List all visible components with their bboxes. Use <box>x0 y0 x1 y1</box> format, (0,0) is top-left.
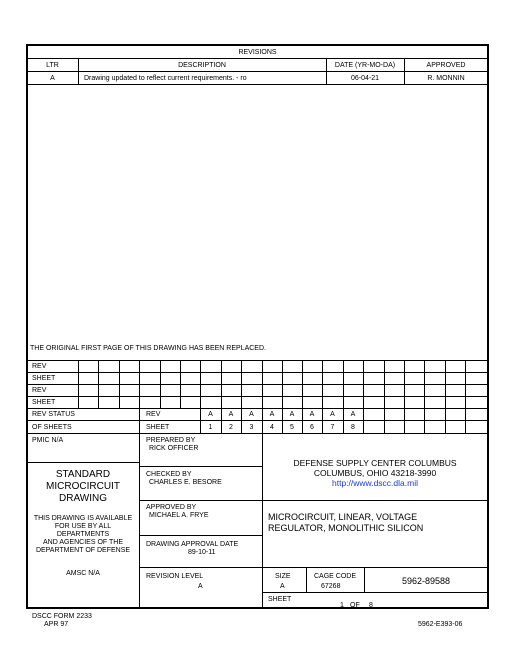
rev-label: REV <box>32 363 47 370</box>
availability-line: DEPARTMENT OF DEFENSE <box>35 547 131 554</box>
divider <box>27 396 488 397</box>
divider <box>139 466 262 467</box>
amsc: AMSC N/A <box>66 570 100 577</box>
size-value: A <box>280 583 285 590</box>
prepared-by: RICK OFFICER <box>149 445 199 452</box>
replaced-note: THE ORIGINAL FIRST PAGE OF THIS DRAWING HAS BEEN REPLACED. <box>30 345 266 352</box>
divider <box>27 384 488 385</box>
divider <box>465 360 466 433</box>
sheet-number: 1 <box>340 602 344 609</box>
approval-date: 89-10-11 <box>188 549 216 556</box>
cage-code-value: 67268 <box>321 583 341 590</box>
of-sheets-label: OF SHEETS <box>32 424 72 431</box>
divider <box>119 360 120 408</box>
form-number: DSCC FORM 2233 <box>32 613 92 620</box>
standard-line: STANDARD <box>55 469 111 480</box>
agency-url-link[interactable]: http://www.dscc.dla.mil <box>332 478 418 488</box>
sheet-cell: 6 <box>310 424 314 431</box>
form-code: 5962-E393-06 <box>418 621 463 628</box>
divider <box>384 360 385 433</box>
sheet-cell: 2 <box>229 424 233 431</box>
prepared-by-label: PREPARED BY <box>146 437 196 444</box>
rev-cell: A <box>309 411 315 418</box>
divider <box>27 71 488 72</box>
of-label: OF <box>350 602 360 609</box>
divider <box>404 360 405 433</box>
divider <box>262 592 488 593</box>
col-header-description: DESCRIPTION <box>178 62 226 69</box>
sheet-label: SHEET <box>268 596 292 603</box>
sheet-inner-label: SHEET <box>146 424 170 431</box>
sheet-cell: 1 <box>208 424 213 431</box>
sheet-cell: 5 <box>290 424 294 431</box>
sheet-cell: 8 <box>351 424 355 431</box>
rev-cell: A <box>350 411 356 418</box>
divider <box>27 420 488 421</box>
divider <box>27 408 488 409</box>
divider <box>445 360 446 433</box>
agency-name: DEFENSE SUPPLY CENTER COLUMBUS <box>293 458 457 468</box>
divider <box>180 360 181 408</box>
col-header-date: DATE (YR-MO-DA) <box>334 62 396 69</box>
standard-line: DRAWING <box>59 493 107 504</box>
divider <box>139 360 140 433</box>
divider <box>306 567 307 592</box>
rev-cell: A <box>228 411 234 418</box>
divider <box>262 500 488 501</box>
revision-level-label: REVISION LEVEL <box>146 573 204 580</box>
availability-line: AND AGENCIES OF THE <box>43 539 123 546</box>
form-date: APR 97 <box>44 621 69 628</box>
revision-ltr: A <box>50 75 55 82</box>
drawing-number: 5962-89588 <box>401 576 451 586</box>
availability-line: THIS DRAWING IS AVAILABLE <box>33 515 133 522</box>
pmic: PMIC N/A <box>32 437 64 444</box>
revision-approved: R. MONNIN <box>427 75 465 82</box>
rev-cell: A <box>289 411 295 418</box>
divider <box>27 360 488 361</box>
revision-date: 06-04-21 <box>350 75 380 82</box>
divider <box>424 360 425 433</box>
rev-cell: A <box>249 411 254 418</box>
cage-code-label: CAGE CODE <box>314 573 357 580</box>
revision-level: A <box>198 583 203 590</box>
standard-line: MICROCIRCUIT <box>46 481 120 492</box>
divider <box>139 433 140 609</box>
rev-label: REV <box>32 387 47 394</box>
availability-line: DEPARTMENTS <box>56 531 110 538</box>
rev-inner-label: REV <box>146 411 161 418</box>
divider <box>27 372 488 373</box>
divider <box>363 360 364 433</box>
revision-description: Drawing updated to reflect current requirements. - ro <box>84 75 247 82</box>
divider <box>27 58 488 59</box>
rev-cell: A <box>330 411 335 418</box>
checked-by: CHARLES E. BESORE <box>149 479 222 486</box>
rev-cell: A <box>269 411 275 418</box>
sheet-cell: 4 <box>270 424 274 431</box>
size-label: SIZE <box>275 573 291 580</box>
sheet-cell: 3 <box>249 424 254 431</box>
sheet-label: SHEET <box>32 375 56 382</box>
divider <box>27 433 488 434</box>
divider <box>27 462 139 463</box>
checked-by-label: CHECKED BY <box>146 471 192 478</box>
sheet-label: SHEET <box>32 399 56 406</box>
rev-cell: A <box>208 411 213 418</box>
revisions-title: REVISIONS <box>238 49 277 56</box>
sheet-total: 8 <box>369 602 373 609</box>
divider <box>98 360 99 408</box>
col-header-ltr: LTR <box>46 62 59 69</box>
col-header-approved: APPROVED <box>426 62 466 69</box>
rev-status-label: REV STATUS <box>32 411 75 418</box>
approved-by: MICHAEL A. FRYE <box>149 512 209 519</box>
divider <box>160 360 161 408</box>
divider <box>139 500 262 501</box>
sheet-cell: 7 <box>330 424 335 431</box>
divider <box>139 535 262 536</box>
drawing-title: MICROCIRCUIT, LINEAR, VOLTAGE <box>268 512 418 522</box>
drawing-title: REGULATOR, MONOLITHIC SILICON <box>268 523 424 533</box>
divider <box>27 84 488 85</box>
divider <box>139 567 262 568</box>
approved-by-label: APPROVED BY <box>146 504 197 511</box>
approval-date-label: DRAWING APPROVAL DATE <box>146 541 239 548</box>
agency-address: COLUMBUS, OHIO 43218-3990 <box>313 468 437 478</box>
divider <box>262 567 488 568</box>
divider <box>78 360 79 408</box>
availability-line: FOR USE BY ALL <box>54 523 112 530</box>
